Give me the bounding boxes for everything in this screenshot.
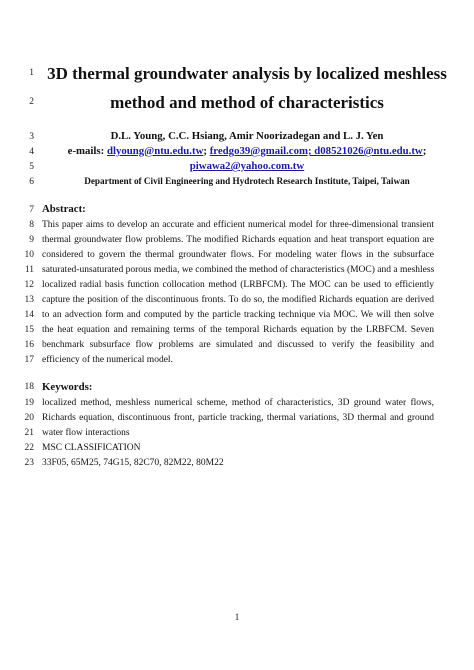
line-number: 3: [29, 132, 34, 142]
keywords-line: water flow interactions: [42, 428, 130, 438]
emails-separator: ;: [203, 145, 210, 157]
line-number: 16: [24, 340, 34, 350]
line-number: 8: [29, 220, 34, 230]
line-number: 1: [29, 68, 34, 78]
line-number: 22: [24, 443, 34, 453]
emails-line: [47, 145, 447, 157]
emails-line-2: [47, 160, 447, 172]
line-number: 17: [24, 355, 34, 365]
email-link-1[interactable]: dlyoung@ntu.edu.tw: [106, 145, 204, 157]
line-number: 10: [24, 250, 34, 260]
line-number: 5: [29, 162, 34, 172]
line-number: 14: [24, 310, 34, 320]
keywords-line: localized method, meshless numerical scheme, method of characteristics, 3D ground water flows,: [42, 398, 434, 408]
title-line-2: method and method of characteristics: [110, 93, 384, 112]
abstract-line: the heat equation and remaining terms of the temporal Richards equation by the LRBFCM. Seven: [42, 325, 434, 335]
department: Department of Civil Engineering and Hydrotech Research Institute, Taipei, Taiwan: [84, 176, 410, 186]
msc-codes: 33F05, 65M25, 74G15, 82C70, 82M22, 80M22: [42, 458, 224, 468]
emails-prefix: e-mails:: [67, 145, 107, 157]
line-number: 15: [24, 325, 34, 335]
email-link-2[interactable]: fredgo39@gmail.com; d08521026@ntu.edu.tw: [209, 145, 423, 157]
title-line-1: 3D thermal groundwater analysis by localized meshless: [47, 64, 447, 83]
abstract-line: to an advection form and computed by the particle tracking technique via MOC. We will then solve: [42, 310, 434, 320]
abstract-heading: Abstract:: [42, 203, 86, 215]
keywords-heading: Keywords:: [42, 381, 93, 393]
line-number: 6: [29, 177, 34, 187]
abstract-line: capture the position of the discontinuous fronts. To do so, the modified Richards equation are derived: [42, 295, 434, 305]
emails-separator: ;: [422, 145, 427, 157]
line-number: 23: [24, 458, 34, 468]
abstract-line: considered to govern the thermal groundwater flows. For modeling water flows in the subsurface: [42, 250, 434, 260]
keywords-line: Richards equation, discontinuous front, particle tracking, thermal variations, 3D thermal and ground: [42, 413, 434, 423]
abstract-line: saturated-unsaturated porous media, we combined the method of characteristics (MOC) and a meshless: [42, 265, 435, 275]
line-number: 20: [24, 413, 34, 423]
line-number: 12: [24, 280, 34, 290]
abstract-line: benchmark subsurface flow problems are simulated and discussed to verify the feasibility and: [42, 340, 434, 350]
abstract-line: localized radial basis function collocation method (LRBFCM). The MOC can be used to efficiently: [42, 280, 434, 290]
line-number: 21: [24, 428, 34, 438]
line-number: 13: [24, 295, 34, 305]
authors: D.L. Young, C.C. Hsiang, Amir Noorizadegan and L. J. Yen: [110, 130, 384, 142]
line-number: 4: [29, 147, 34, 157]
abstract-line: thermal groundwater flow problems. The modified Richards equation and heat transport equation are: [42, 235, 434, 245]
abstract-line: This paper aims to develop an accurate and efficient numerical model for three-dimensional transient: [42, 220, 434, 230]
line-number: 11: [24, 265, 34, 275]
msc-label: MSC CLASSIFICATION: [42, 443, 141, 453]
line-number: 7: [29, 205, 34, 215]
page-number: 1: [234, 612, 240, 622]
email-link-3[interactable]: piwawa2@yahoo.com.tw: [189, 160, 305, 172]
line-number: 18: [24, 382, 34, 392]
line-number: 19: [24, 398, 34, 408]
abstract-line: efficiency of the numerical model.: [42, 355, 173, 365]
line-number: 2: [29, 97, 34, 107]
line-number: 9: [29, 235, 34, 245]
